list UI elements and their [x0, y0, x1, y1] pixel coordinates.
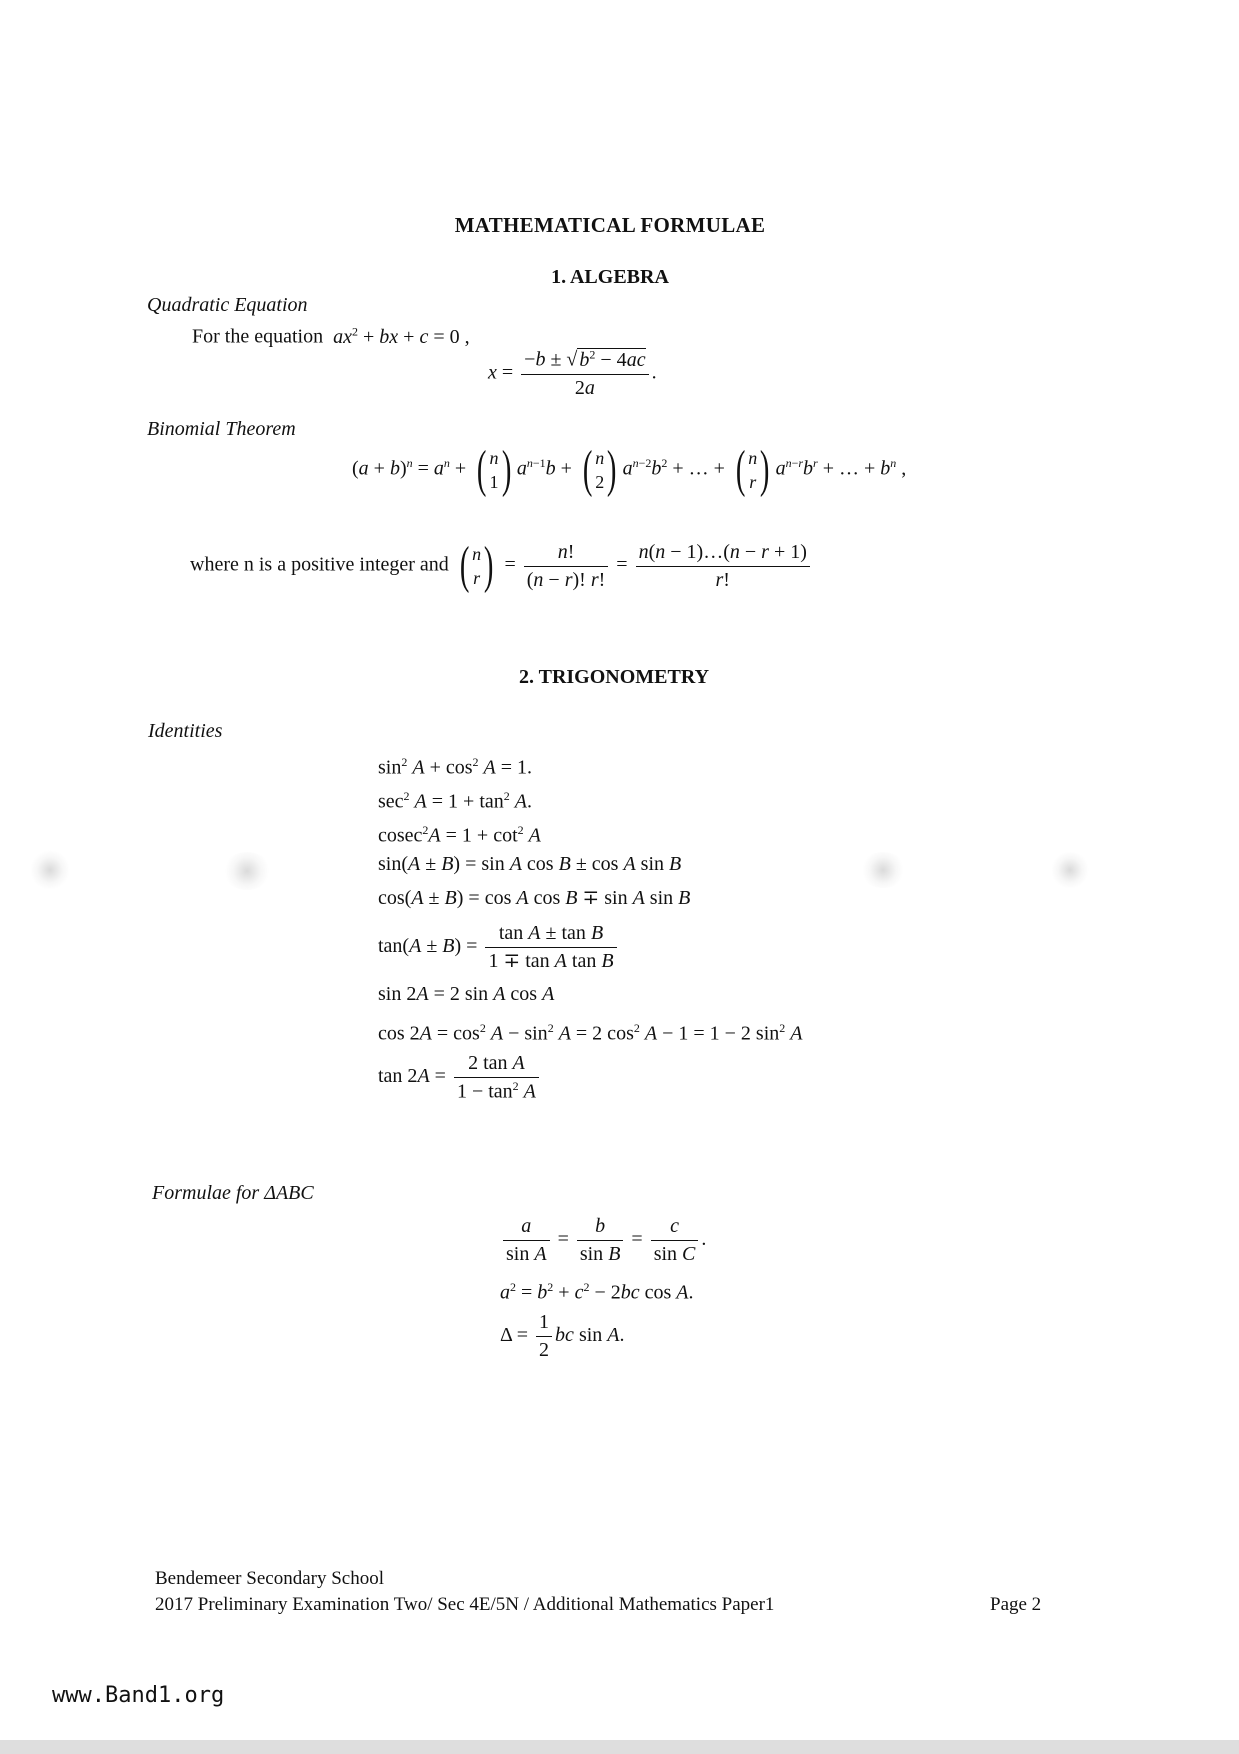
identity-sec: $\sec^2 A = 1 + \tan^2 A$.	[378, 789, 532, 813]
binom-factorial-fraction: $\frac{n!}{(n - r)! r!}$	[524, 541, 609, 592]
binomial-expansion: $(a + b)^n = a^n$ + ( n 1 ) $a^{n-1}b$ + ( n 2 ) $a^{n-2}b^2$ + … + ( n r ) $a^{n-r}b^r$ + … + $b^n$ ,	[352, 441, 907, 498]
identity-pythagorean: $\sin^2 A + \cos^2 A = 1$.	[378, 755, 533, 779]
binom-n-2: ( n 2 )	[582, 441, 617, 498]
identity-tan-double: tan 2A = $\frac{\text{2 tan A}}{1 - \tan^2 A}$	[378, 1045, 802, 1107]
binom-product-fraction: $\frac{n(n - 1)\dots(n - r + 1)}{r!}$	[636, 541, 810, 592]
triangle-formulae-text: Formulae for ΔABC	[152, 1182, 314, 1204]
algebra-heading: 1. ALGEBRA	[551, 266, 669, 288]
page-title: MATHEMATICAL FORMULAE	[454, 213, 766, 237]
binomial-theorem-label: Binomial Theorem	[147, 418, 296, 440]
sine-rule: $\frac{a}{\text{sin A}}$ = $\frac{b}{\text{sin B}}$ = $\frac{c}{\text{sin C}}$ .	[500, 1208, 706, 1270]
footer-school: Bendemeer Secondary School	[155, 1568, 384, 1589]
identity-sin-double: sin 2A = 2 sin A cos A	[378, 983, 555, 1005]
identities-list	[378, 745, 802, 1107]
tan-sum-fraction: $\frac{\text{tan A ± tan B}}{\text{1 ∓ tan A tan B}}$	[485, 922, 616, 973]
tan-double-fraction: $\frac{\text{2 tan A}}{1 - \tan^2 A}$	[454, 1052, 539, 1104]
identity-cos-double: $\cos 2A = \cos^2 A - \sin^2 A = 2$ $\cos^2 A - 1 = 1 - 2$ $\sin^2 A$	[378, 1021, 803, 1045]
binom-n-r-def: ( n r )	[459, 537, 494, 594]
triangle-formulae-label	[152, 1182, 314, 1205]
identity-cosec: $cosec^2A = 1 + \cot^2 A$	[378, 823, 541, 847]
cosine-rule: $a^2 = b^2 + c^2 - 2bc$ cos A.	[500, 1280, 694, 1304]
identity-sin-sum: sin(A ± B) = sin A cos B ± cos A sin B	[378, 853, 682, 875]
area-formula: Δ = $\frac{1}{2}$ bc sin A.	[500, 1310, 625, 1361]
quadratic-fraction: $\frac{-b \pm √ b^2 - 4ac}{2a}$	[521, 348, 648, 400]
scan-smudge	[1050, 852, 1090, 888]
binom-n-1: ( n 1 )	[477, 441, 511, 498]
identity-cos-sum: cos(A ± B) = cos A cos B ∓ sin A sin B	[378, 887, 691, 909]
identity-tan-sum: tan(A ± B) = $\frac{\text{tan A ± tan B}}{\text{1 ∓ tan A tan B}}$	[378, 915, 802, 977]
scan-smudge	[30, 850, 70, 890]
binomial-where-text: where n is a positive integer and	[190, 553, 449, 576]
quadratic-equation: $ax^2$ + bx + c = 0 ,	[333, 324, 470, 348]
quadratic-formula: x = $\frac{-b \pm √ b^2 - 4ac}{2a}$ .	[488, 347, 657, 399]
triangle-formulae	[500, 1208, 706, 1366]
binom-n-r: ( n r )	[735, 441, 770, 498]
identities-label: Identities	[148, 720, 223, 742]
quadratic-intro	[192, 324, 470, 349]
watermark-url: www.Band1.org	[52, 1683, 225, 1708]
quadratic-intro-text: For the equation	[192, 325, 324, 348]
scan-smudge	[860, 852, 906, 888]
quadratic-equation-label: Quadratic Equation	[147, 294, 308, 316]
binomial-where: where n is a positive integer and ( n r ) = $\frac{n!}{(n - r)! r!}$ = $\frac{n(n - 1)\dots(n - r + 1)}{r!}$	[190, 540, 813, 592]
footer-page-number: Page 2	[990, 1594, 1042, 1615]
scan-bottom-edge	[0, 1740, 1239, 1754]
footer-exam: 2017 Preliminary Examination Two/ Sec 4E/5N / Additional Mathematics Paper1	[155, 1594, 775, 1615]
scan-smudge	[222, 852, 272, 890]
trigonometry-heading: 2. TRIGONOMETRY	[518, 666, 710, 688]
